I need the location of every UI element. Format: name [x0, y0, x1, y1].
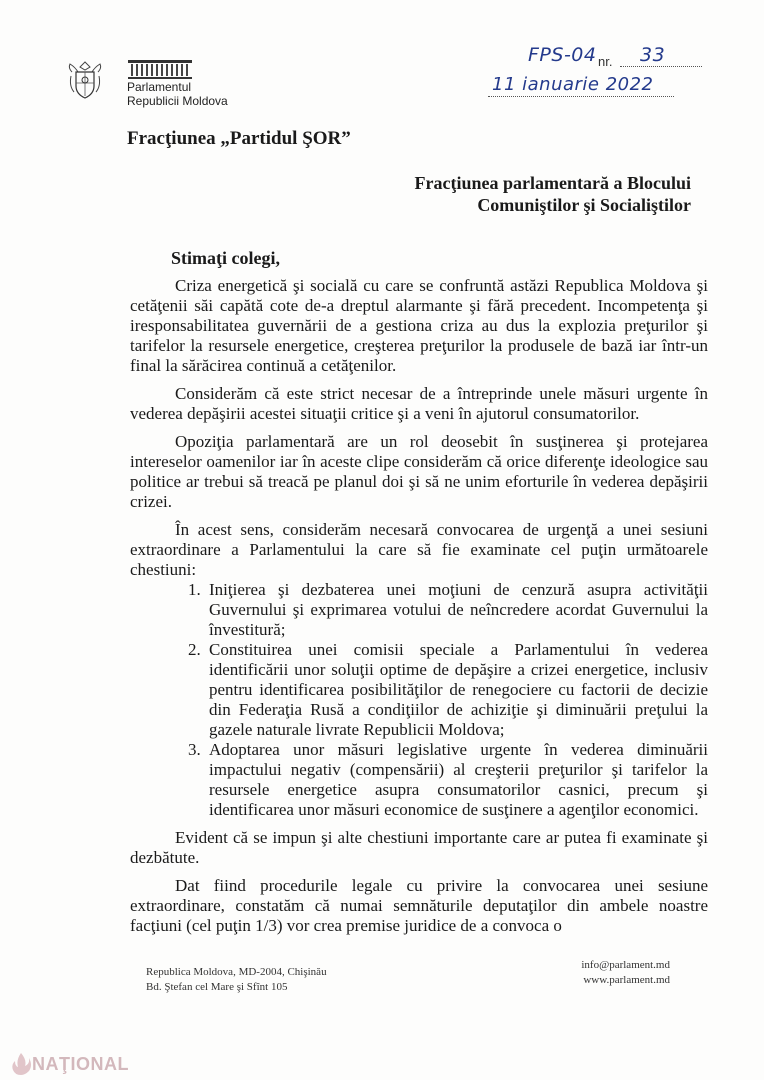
footer-website: www.parlament.md	[583, 974, 670, 986]
list-item: 2. Constituirea unei comisii speciale a Parlamentului în vederea identificării unor soluţii optime de depăşire a crizei energetice, inclusiv pentru identificarea posibilităţilor de renegociere cu factorii de decizie din Federaţia Rusă a condiţiilor de achiziţie şi diminuării preţului la gazele naturale livrate Republicii Moldova;	[205, 640, 708, 740]
watermark-text: NAŢIONAL	[32, 1053, 129, 1074]
recipient-block	[415, 172, 691, 216]
reference-code: FPS-04	[528, 44, 597, 66]
footer-address	[146, 965, 327, 995]
flame-logo-icon	[10, 1052, 32, 1076]
reference-number: 33	[640, 44, 666, 66]
institution-name	[127, 80, 228, 108]
agenda-list	[130, 580, 708, 820]
parliament-building-icon	[127, 58, 193, 80]
list-item: 1. Iniţierea şi dezbaterea unei moţiuni de cenzură asupra activităţii Guvernului şi exprimarea votului de neîncredere acordat Guvernului la învestitură;	[205, 580, 708, 640]
institution-line-2: Republicii Moldova	[127, 94, 228, 108]
registration-reference	[492, 44, 728, 104]
salutation: Stimaţi colegi,	[171, 248, 280, 268]
recipient-line-2: Comuniştilor şi Socialiştilor	[477, 195, 691, 215]
paragraph: În acest sens, considerăm necesară convocarea de urgenţă a unei sesiuni extraordinare a Parlamentului la care să fie examinate cel puţin următoarele chestiuni:	[130, 520, 708, 579]
paragraph: Criza energetică şi socială cu care se confruntă astăzi Republica Moldova şi cetăţenii săi capătă cote de-a dreptul alarmante şi fără precedent. Incompetenţa şi iresponsabilitatea guvernării de a gestiona criza au dus la explozia preţurilor şi tarifelor la resursele energetice, creşterea preţurilor la produsele de bază iar într-un final la sărăcirea continuă a cetăţenilor.	[130, 276, 708, 375]
recipient-line-1: Fracţiunea parlamentară a Blocului	[414, 173, 691, 193]
institution-line-1: Parlamentul	[127, 80, 192, 94]
footer-contacts	[581, 958, 670, 988]
footer-email: info@parlament.md	[581, 959, 670, 971]
list-item: 3. Adoptarea unor măsuri legislative urgente în vederea diminuării impactului negativ (compensării) al creşterii preţurilor şi tarifelor la resursele energetice asupra consumatorilor casnici, precum şi identificarea unor măsuri economice de susţinere a agenţilor economici.	[205, 740, 708, 820]
reference-nr-label: nr.	[598, 54, 613, 69]
reference-date-line	[488, 96, 674, 97]
paragraph: Evident că se impun şi alte chestiuni importante care ar putea fi examinate şi dezbătute.	[130, 828, 708, 867]
moldova-coat-of-arms-icon	[66, 58, 104, 102]
footer-address-line-2: Bd. Ştefan cel Mare şi Sfînt 105	[146, 981, 288, 993]
sender-faction-title: Fracţiunea „Partidul ŞOR”	[127, 128, 351, 149]
paragraph: Considerăm că este strict necesar de a întreprinde unele măsuri urgente în vederea depăşirii acestei situaţii critice şi a veni în ajutorul consumatorilor.	[130, 384, 708, 423]
paragraph: Opoziţia parlamentară are un rol deosebit în susţinerea şi protejarea intereselor oamenilor iar în aceste clipe considerăm că orice diferenţe ideologice sau politice ar trebui să treacă pe planul doi şi să ne unim eforturile în vederea depăşirii crizei.	[130, 432, 708, 511]
watermark	[10, 1050, 129, 1078]
letter-body	[130, 276, 708, 944]
reference-date: 11 ianuarie 2022	[492, 74, 654, 95]
reference-number-line	[620, 66, 702, 67]
footer-address-line-1: Republica Moldova, MD-2004, Chişinău	[146, 966, 327, 978]
paragraph: Dat fiind procedurile legale cu privire la convocarea unei sesiune extraordinare, constatăm că numai semnăturile deputaţilor din ambele noastre facţiuni (cel puţin 1/3) vor crea premise juridice de a convoca o	[130, 876, 708, 935]
